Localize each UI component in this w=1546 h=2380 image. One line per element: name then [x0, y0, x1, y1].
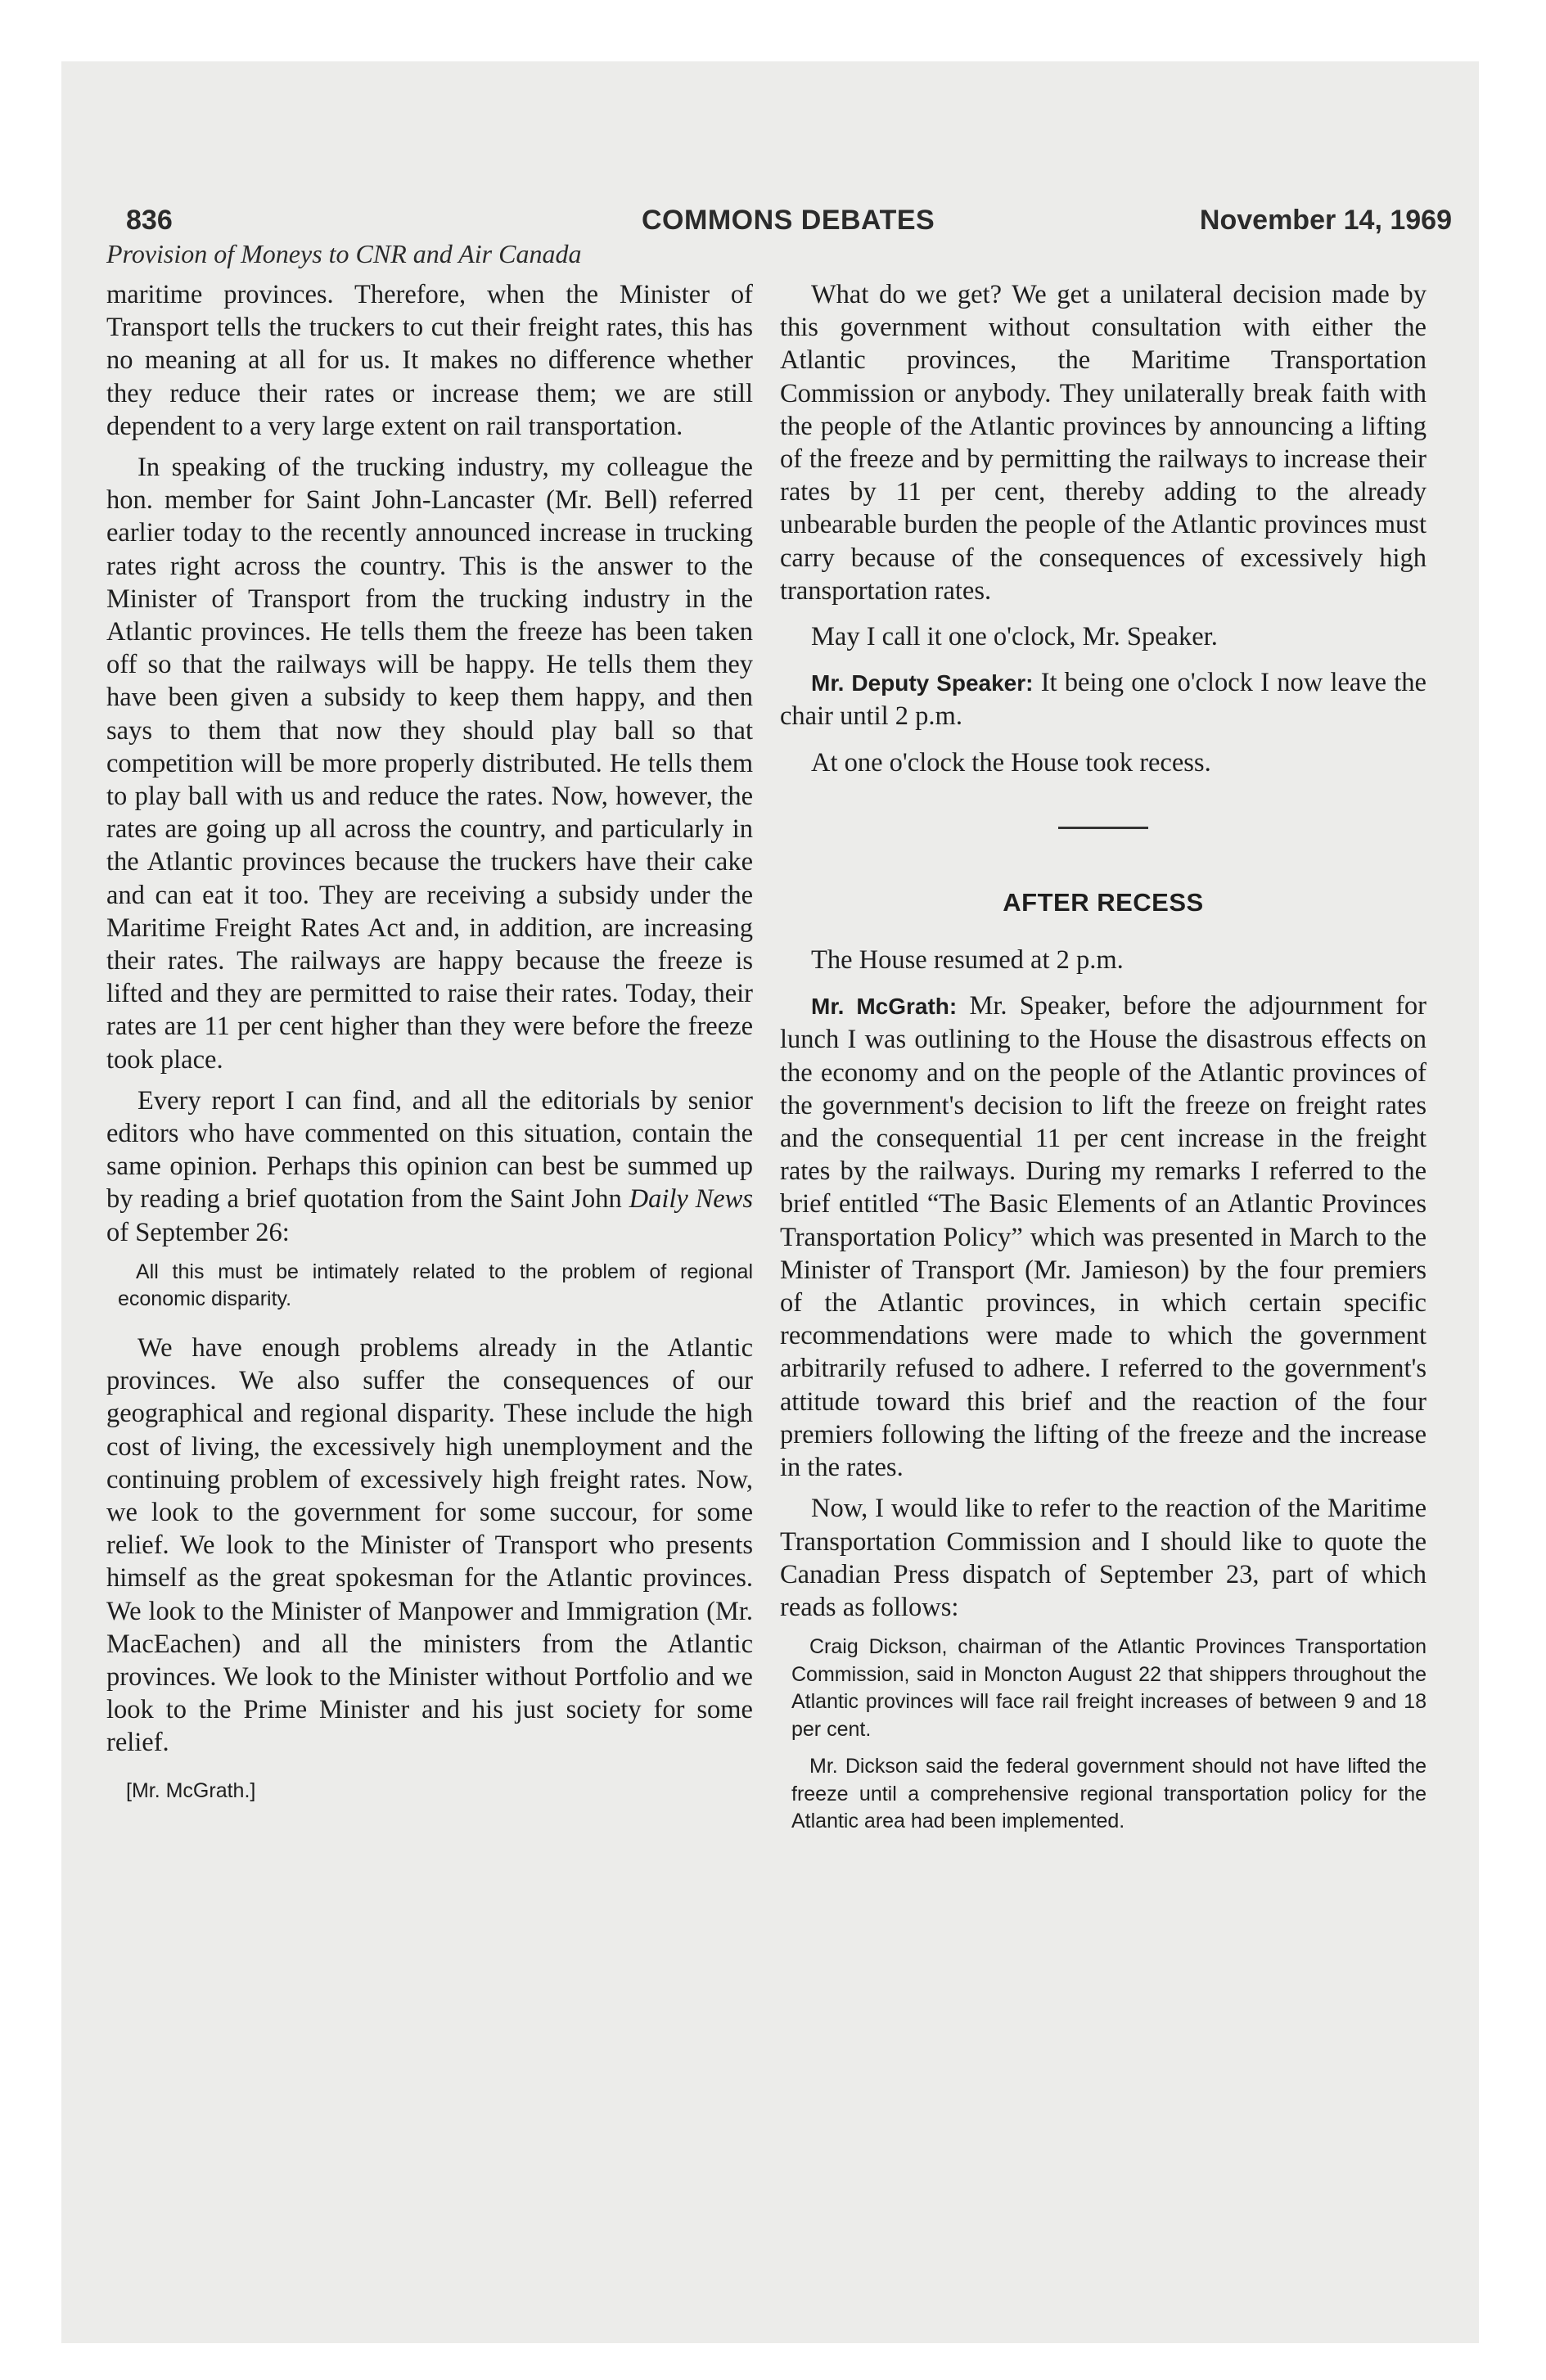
newspaper-name: Daily News — [629, 1184, 754, 1215]
paragraph — [780, 666, 1427, 732]
speaker-attribution: [Mr. McGrath.] — [126, 1778, 256, 1802]
paragraph: What do we get? We get a unilateral decision made by this government without consultation with either the Atlantic provinces, the Maritime Transportation Commission or anybody. They unilaterally break faith with the people of the Atlantic provinces by announcing a lifting of the freeze and by permitting the railways to increase their rates by 11 per cent, thereby adding to the already unbearable burden the people of the Atlantic provinces must carry because of the consequences of excessively high transportation rates. — [780, 280, 1427, 606]
paragraph-text: of September 26: — [106, 1217, 290, 1247]
paragraph: In speaking of the trucking industry, my colleague the hon. member for Saint John-Lancaster (Mr. Bell) referred earlier today to the recently announced increase in trucking rates right across the country. This is the answer to the Minister of Transport from the trucking industry in the Atlantic provinces. He tells them the freeze has been taken off so that the railways will be happy. He tells them they have been given a subsidy to keep them happy, and then says to them that now they should play ball so that competition will be more properly distributed. He tells them to play ball with us and reduce the rates. Now, however, the rates are going up all across the country, and particularly in the Atlantic provinces because the truckers have their cake and can eat it too. They are receiving a subsidy under the Maritime Freight Rates Act and, in addition, are increasing their rates. The railways are happy because the freeze is lifted and they are permitted to raise their rates. Today, their rates are 11 per cent higher than they were before the freeze took place. — [106, 453, 753, 1075]
block-quote: Craig Dickson, chairman of the Atlantic Provinces Transportation Commission, said in Moncton August 22 that shippers throughout the Atlantic provinces will face rail freight increases of between 9 and 18 per cent. — [791, 1635, 1427, 1741]
paragraph — [106, 1084, 753, 1249]
block-quote: Mr. Dickson said the federal government should not have lifted the freeze until a comprehensive regional transportation policy for the Atlantic area had been implemented. — [791, 1755, 1427, 1833]
paragraph: We have enough problems already in the Atlantic provinces. We also suffer the consequences of our geographical and regional disparity. These include the high cost of living, the excessively high unemployment and the continuing problem of excessively high freight rates. Now, we look to the government for some succour, for some relief. We look to the Minister of Transport who presents himself as the great spokesman for the Atlantic provinces. We look to the Minister of Manpower and Immigration (Mr. MacEachen) and all the ministers from the Atlantic provinces. We look to the Minister without Portfolio and we look to the Prime Minister and his just society for some relief. — [106, 1332, 753, 1758]
block-quote: All this must be intimately related to the problem of regional economic disparity. — [118, 1260, 753, 1311]
page-header — [126, 205, 1452, 237]
paragraph-text: It being one o'clock I now leave the chair until 2 p.m. — [780, 668, 1427, 732]
paragraph: Now, I would like to refer to the reaction of the Maritime Transportation Commission and I should like to quote the Canadian Press dispatch of September 23, part of which reads as follows: — [780, 1494, 1427, 1622]
paragraph-text: Every report I can find, and all the editorials by senior editors who have commented on this situation, contain the same opinion. Perhaps this opinion can best be summed up by reading a brief quotation from the Saint John — [106, 1085, 753, 1215]
left-column — [106, 278, 753, 1807]
paragraph: At one o'clock the House took recess. — [811, 747, 1211, 778]
speaker-name: Mr. Deputy Speaker: — [811, 670, 1034, 696]
publication-title: COMMONS DEBATES — [642, 205, 935, 236]
section-divider — [1058, 827, 1148, 829]
section-title: AFTER RECESS — [1003, 887, 1204, 917]
running-subheader: Provision of Moneys to CNR and Air Canada — [106, 239, 582, 268]
paragraph: maritime provinces. Therefore, when the Minister of Transport tells the truckers to cut their freight rates, this has no meaning at all for us. It makes no difference whether they reduce their rates or increase them; we are still dependent to a very large extent on rail transportation. — [106, 280, 753, 441]
page-number: 836 — [126, 205, 173, 236]
paragraph-text: Mr. Speaker, before the adjournment for lunch I was outlining to the House the disastrous effects on the economy and on the people of the Atlantic provinces of the government's decision to lift the freeze on freight rates and the consequential 11 per cent increase in the freight rates by the railways. During my remarks I referred to the brief entitled “The Basic Elements of an Atlantic Provinces Transportation Policy” which was presented in March to the Minister of Transport (Mr. Jamieson) by the four premiers of the Atlantic provinces, in which certain specific recommendations were made to which the government arbitrarily refused to adhere. I referred to the government's attitude toward this brief and the reaction of the four premiers following the lifting of the freeze and the increase in the rates. — [780, 991, 1427, 1483]
paragraph — [780, 989, 1427, 1484]
speaker-name: Mr. McGrath: — [811, 994, 958, 1020]
right-column — [780, 278, 1427, 1854]
paragraph: The House resumed at 2 p.m. — [811, 945, 1124, 976]
paragraph: May I call it one o'clock, Mr. Speaker. — [811, 622, 1218, 652]
publication-date: November 14, 1969 — [1199, 205, 1452, 236]
